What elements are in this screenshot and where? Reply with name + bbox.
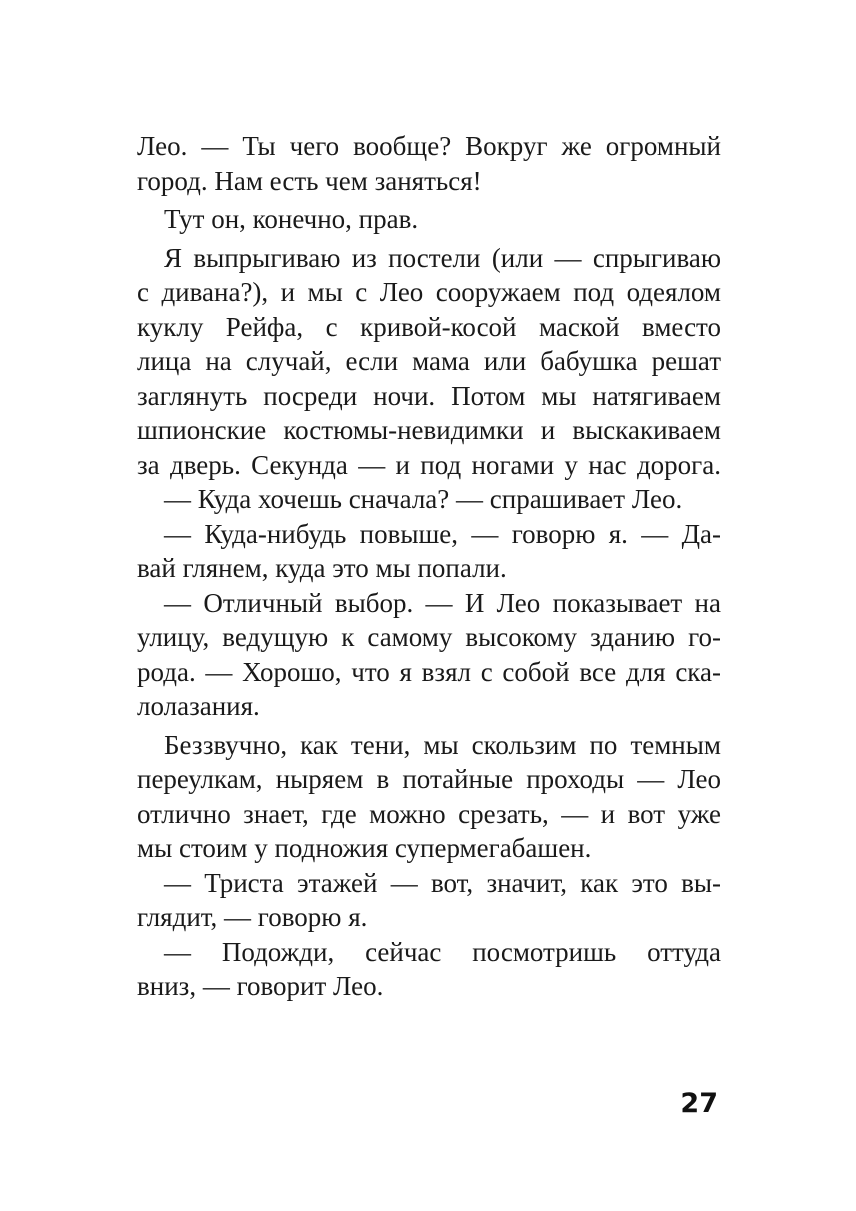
text-line: переулкам, ныряем в потайные проходы — Лео — [137, 764, 721, 794]
text-line: заглянуть посреди ночи. Потом мы натягиваем — [137, 380, 721, 411]
page-number: 27 — [680, 1088, 718, 1119]
text-line: — Отличный выбор. — И Лео показывает на — [164, 587, 721, 618]
text-line: глядит, — говорю я. — [137, 902, 368, 932]
text-line: куклу Рейфа, с кривой-косой маской вместо — [137, 311, 721, 342]
text-line: Беззвучно, как тени, мы скользим по темным — [164, 729, 721, 760]
text-line: мы стоим у подножия супермегабашен. — [137, 833, 592, 863]
text-line: рода. — Хорошо, что я взял с собой все для ска- — [137, 656, 721, 687]
text-line: с дивана?), и мы с Лео сооружаем под одеялом — [137, 277, 721, 307]
text-line: — Куда-нибудь повыше, — говорю я. — Да- — [164, 518, 721, 549]
text-line: вниз, — говорит Лео. — [137, 971, 384, 1001]
text-line: — Куда хочешь сначала? — спрашивает Лео. — [164, 484, 683, 514]
text-line: город. Нам есть чем заняться! — [137, 165, 482, 196]
text-line: за дверь. Секунда — и под ногами у нас дорога. — [137, 449, 721, 480]
text-line: Тут он, конечно, прав. — [164, 204, 419, 234]
text-line: — Триста этажей — вот, значит, как это вы- — [164, 867, 721, 898]
text-line: вай глянем, куда это мы попали. — [137, 553, 507, 583]
text-line: Лео. — Ты чего вообще? Вокруг же огромный — [137, 131, 721, 161]
text-line: улицу, ведущую к самому высокому зданию го- — [137, 622, 721, 652]
body-text — [137, 129, 721, 1004]
text-line: лолазания. — [137, 691, 260, 721]
text-line: — Подожди, сейчас посмотришь оттуда — [164, 936, 721, 967]
text-line: лица на случай, если мама или бабушка решат — [137, 346, 721, 376]
text-line: отлично знает, где можно срезать, — и вот уже — [137, 798, 721, 829]
text-line: Я выпрыгиваю из постели (или — спрыгиваю — [164, 242, 721, 273]
text-line: шпионские костюмы-невидимки и выскакиваем — [137, 415, 721, 445]
